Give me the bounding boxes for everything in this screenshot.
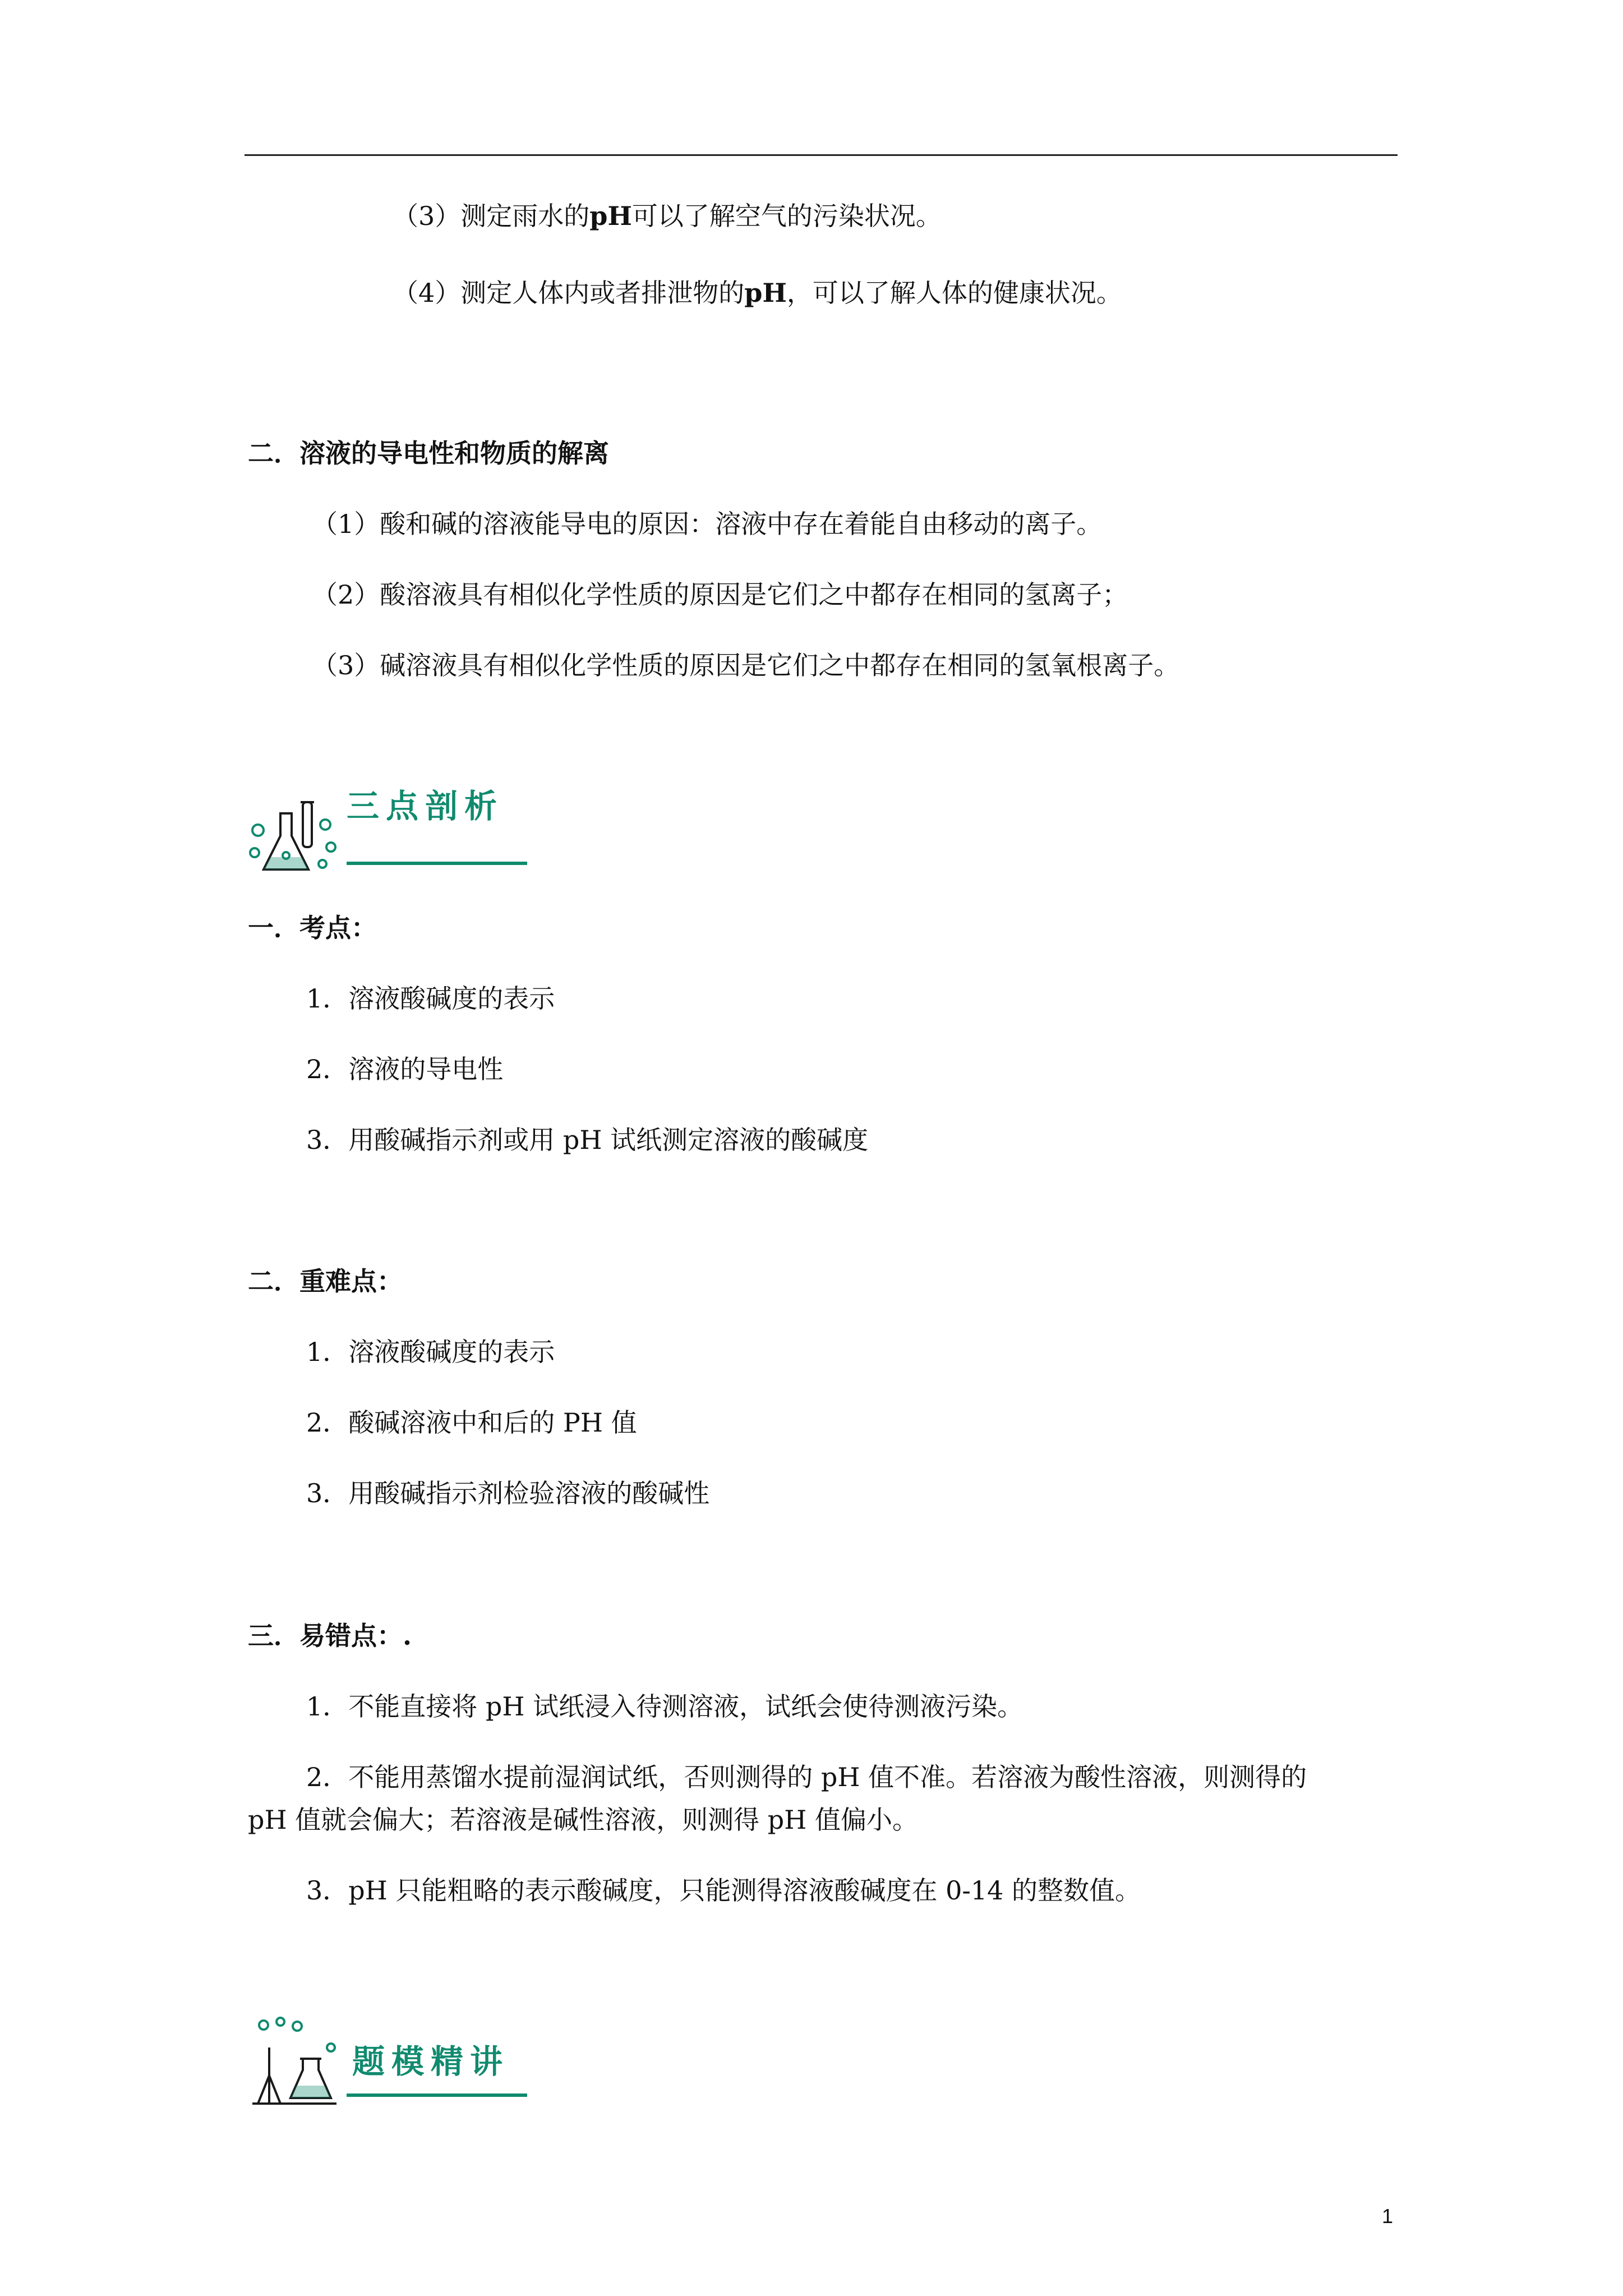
zhongnan-title: 二．重难点： [248, 1266, 403, 1296]
kaodian-item-2: 2．溶液的导电性 [306, 1054, 504, 1084]
ph-use-item-3-rest: 可以了解空气的污染状况。 [631, 201, 942, 231]
section-2-item-1: （1）酸和碱的溶液能导电的原因：溶液中存在着能自由移动的离子。 [312, 509, 1103, 539]
yicuo-item-3: 3．pH 只能粗略的表示酸碱度，只能测得溶液酸碱度在 0-14 的整数值。 [306, 1875, 1141, 1906]
kaodian-item-3: 3．用酸碱指示剂或用 pH 试纸测定溶液的酸碱度 [306, 1125, 869, 1155]
ph-use-item-4 [393, 276, 1122, 310]
ph-term: pH [744, 278, 787, 308]
zhongnan-item-2: 2．酸碱溶液中和后的 PH 值 [306, 1407, 637, 1438]
lab-flask-icon [247, 791, 342, 881]
yicuo-title: 三．易错点：. [248, 1621, 412, 1651]
yicuo-item-1: 1．不能直接将 pH 试纸浸入待测溶液，试纸会使待测液污染。 [306, 1691, 1023, 1722]
kaodian-item-1: 1．溶液酸碱度的表示 [306, 983, 555, 1014]
kaodian-title: 一．考点： [248, 913, 377, 943]
lab-apparatus-icon [247, 2014, 342, 2109]
section-2-item-3: （3）碱溶液具有相似化学性质的原因是它们之中都存在相同的氢氧根离子。 [312, 650, 1180, 680]
section-2-title: 二．溶液的导电性和物质的解离 [248, 438, 609, 468]
yicuo-item-2-line-1: 2．不能用蒸馏水提前湿润试纸，否则测得的 pH 值不准。若溶液为酸性溶液，则测得的 [306, 1762, 1307, 1792]
banner-title-sandian: 三点剖析 [347, 787, 504, 825]
ph-use-item-4-text: （4）测定人体内或者排泄物的 [393, 278, 745, 308]
ph-use-item-3-text: （3）测定雨水的 [393, 201, 590, 231]
header-rule [245, 154, 1398, 156]
section-2-item-2: （2）酸溶液具有相似化学性质的原因是它们之中都存在相同的氢离子； [312, 579, 1128, 610]
ph-use-item-4-rest: ，可以了解人体的健康状况。 [786, 278, 1122, 308]
yicuo-item-2-line-2: pH 值就会偏大；若溶液是碱性溶液，则测得 pH 值偏小。 [248, 1805, 918, 1835]
banner-underline [347, 862, 527, 865]
banner-underline [347, 2093, 527, 2097]
zhongnan-item-1: 1．溶液酸碱度的表示 [306, 1337, 555, 1367]
page-number: 1 [1382, 2205, 1394, 2228]
ph-use-item-3 [393, 199, 942, 233]
zhongnan-item-3: 3．用酸碱指示剂检验溶液的酸碱性 [306, 1478, 710, 1508]
ph-term: pH [589, 201, 632, 231]
banner-title-timo: 题模精讲 [352, 2042, 510, 2081]
